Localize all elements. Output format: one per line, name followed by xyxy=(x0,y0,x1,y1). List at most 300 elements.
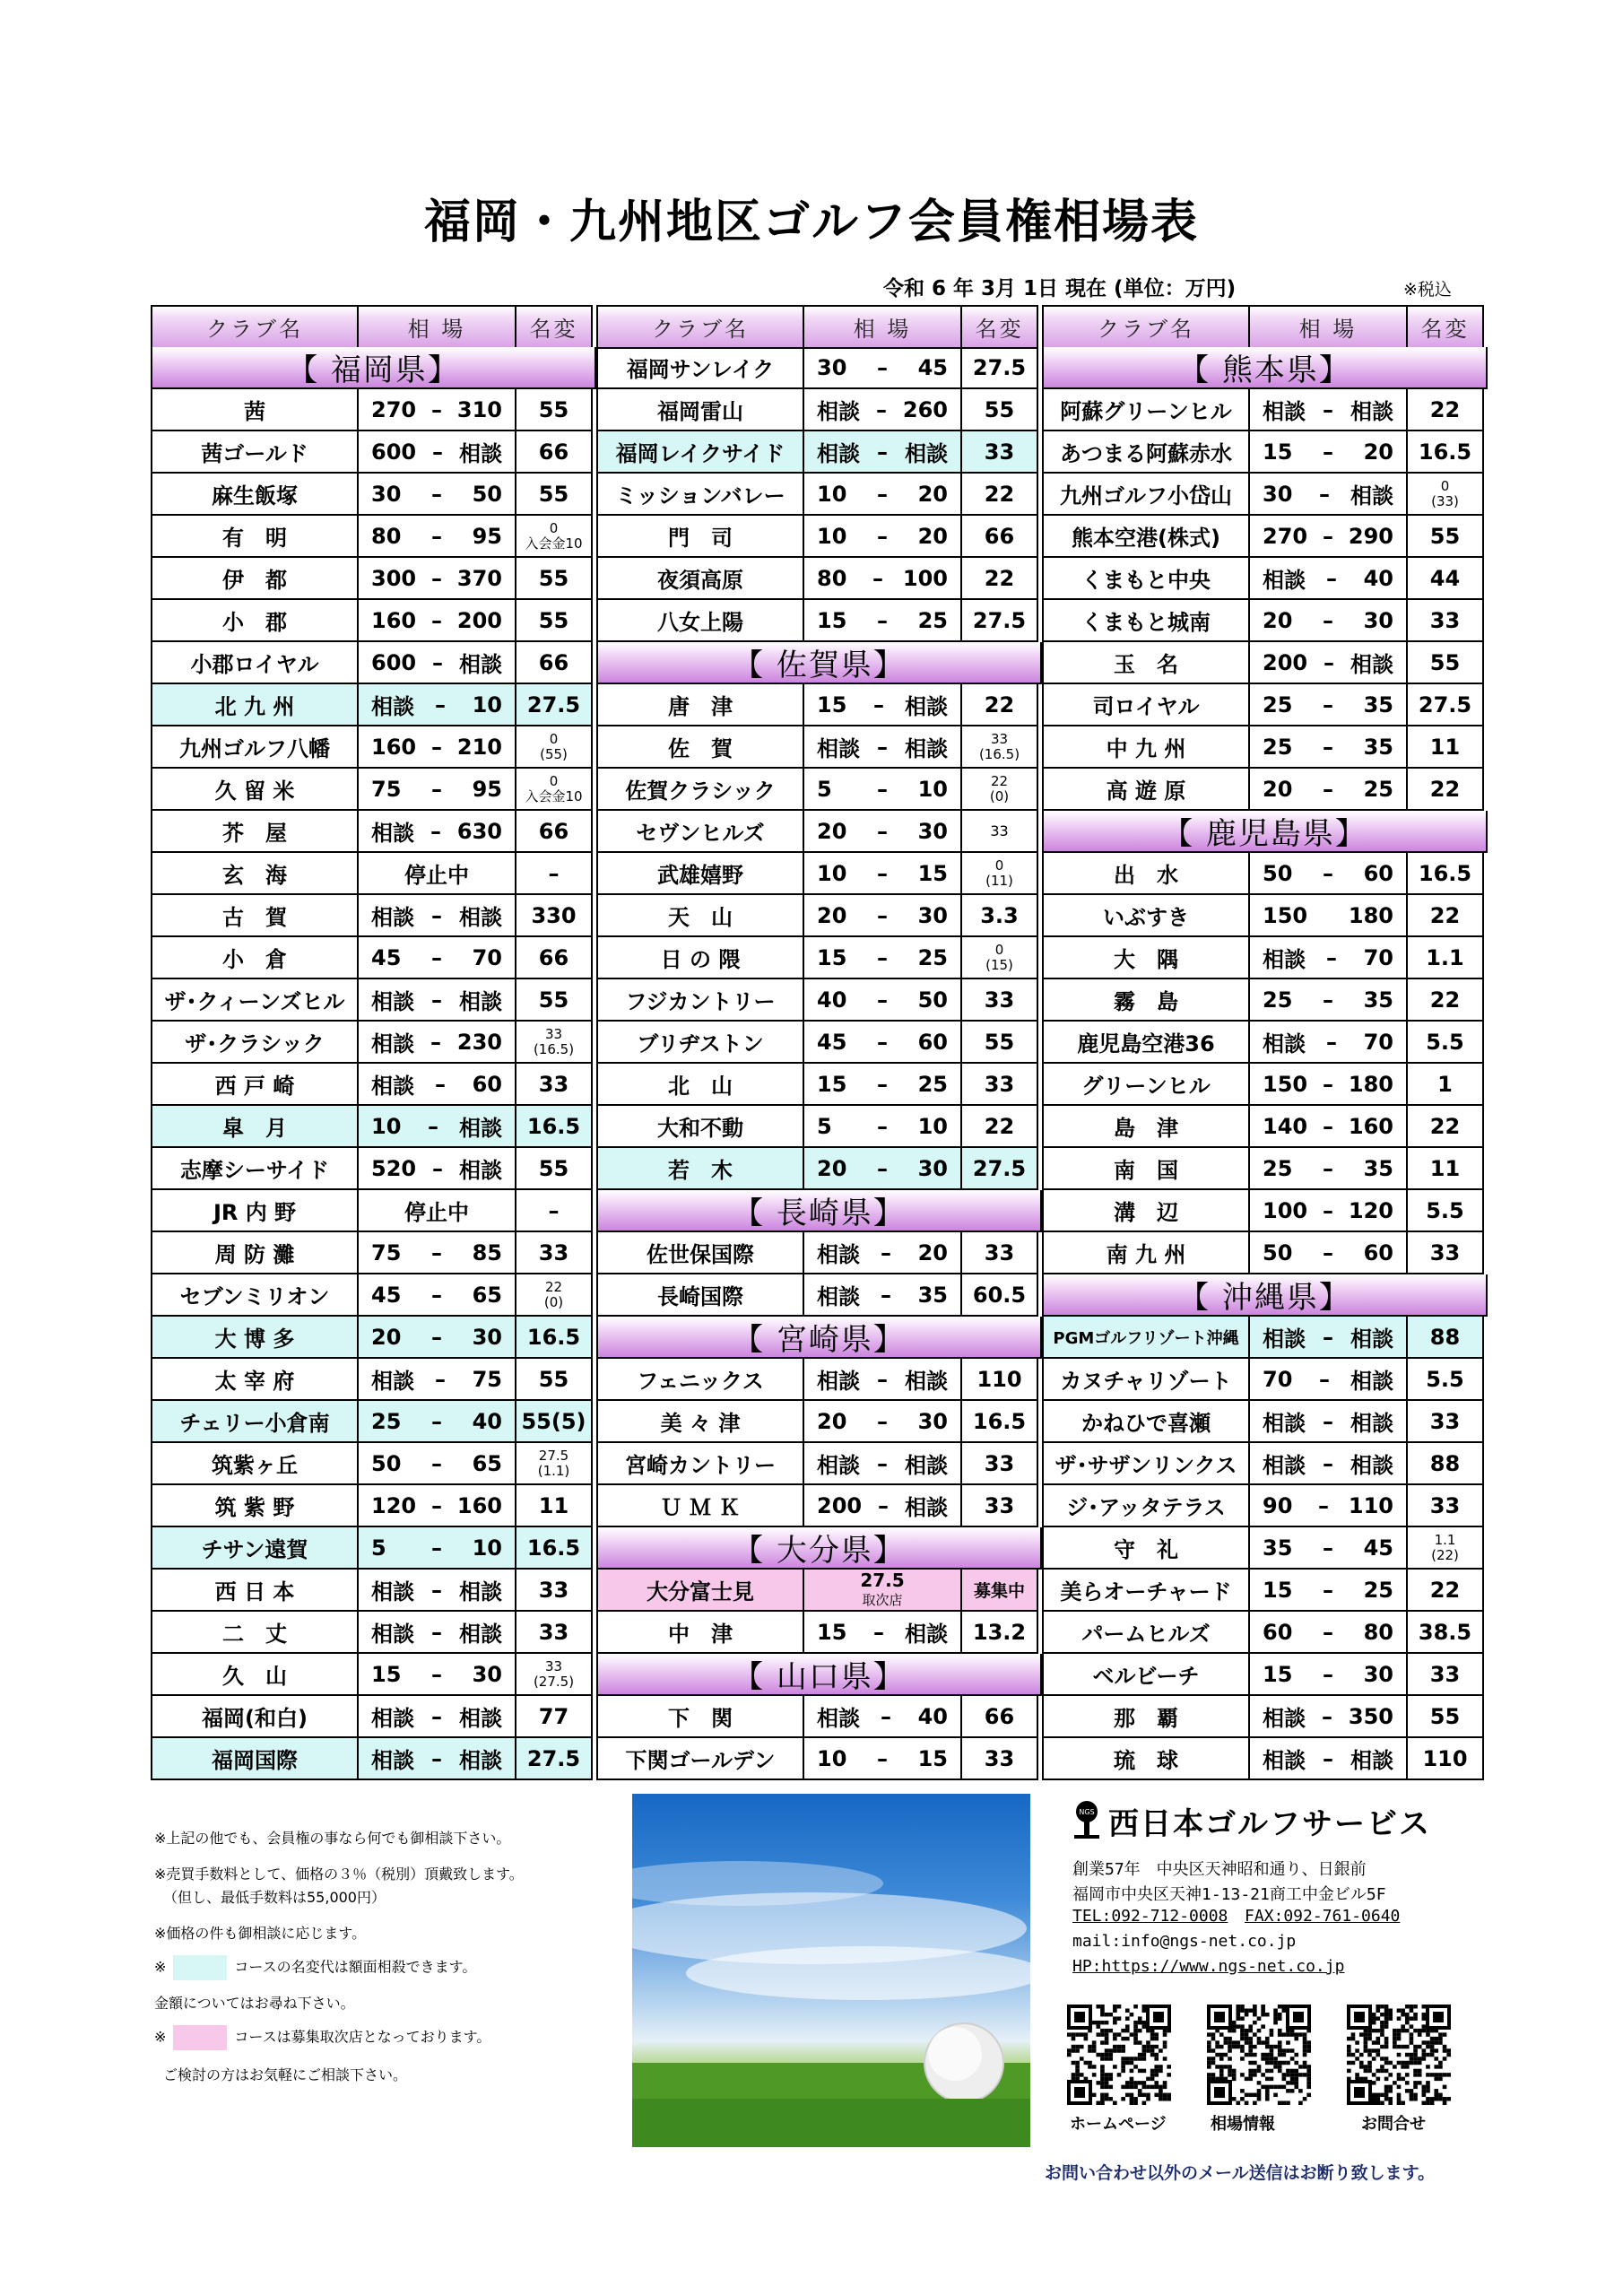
price-cell xyxy=(804,811,962,851)
fee-cell: 22 xyxy=(984,1113,1015,1139)
price-status: 停止中 xyxy=(359,853,516,893)
price-cell xyxy=(359,642,516,683)
club-name: 福岡雷山 xyxy=(598,389,804,430)
price-sep: – xyxy=(431,1577,442,1603)
fee-cell: 33 xyxy=(984,1745,1015,1771)
price-sep: – xyxy=(881,1703,891,1729)
table-row xyxy=(1042,1317,1484,1359)
table-row xyxy=(1042,1738,1484,1780)
fee-cell: 66 xyxy=(538,944,569,970)
table-row xyxy=(1042,1190,1484,1232)
price-high: 15 xyxy=(917,860,948,886)
price-high: 相談 xyxy=(905,1369,948,1394)
tel-link[interactable]: TEL:092-712-0008 xyxy=(1072,1907,1228,1926)
price-high: 95 xyxy=(472,523,502,549)
price-low: 25 xyxy=(1263,734,1293,760)
club-name: チサン遠賀 xyxy=(152,1527,359,1568)
fee-cell: 55 xyxy=(538,396,569,422)
table-row xyxy=(151,937,593,979)
price-high: 20 xyxy=(917,1239,948,1265)
price-low: 270 xyxy=(1263,523,1308,549)
price-sep: – xyxy=(1324,649,1335,675)
price-cell xyxy=(359,1654,516,1694)
price-cell xyxy=(1250,1148,1408,1188)
price-low: 相談 xyxy=(371,1074,414,1099)
price-cell xyxy=(1250,516,1408,556)
prefecture-label: 【 熊本県】 xyxy=(1044,347,1486,387)
fee-cell: 11 xyxy=(1429,734,1461,760)
fee-cell: 66 xyxy=(538,818,569,844)
price-low: 25 xyxy=(1263,1155,1293,1181)
price-high: 180 xyxy=(1348,1071,1393,1097)
price-sep: – xyxy=(877,1408,888,1434)
price-low: 25 xyxy=(1263,691,1293,718)
prefecture-label: 【 大分県】 xyxy=(598,1527,1040,1568)
header-name: クラブ名 xyxy=(598,307,804,347)
price-sep: – xyxy=(431,1450,442,1476)
price-high: 65 xyxy=(472,1282,502,1308)
fee-cell: 66 xyxy=(538,439,569,465)
price-high: 75 xyxy=(472,1366,502,1392)
price-high: 200 xyxy=(456,607,502,633)
price-high: 65 xyxy=(472,1450,502,1476)
table-row xyxy=(151,1570,593,1612)
club-name: ミッションバレー xyxy=(598,474,804,514)
table-row xyxy=(596,1106,1038,1148)
price-low: 45 xyxy=(371,944,402,970)
company-line: 福岡市中央区天神1-13-21商工中金ビル5F xyxy=(1072,1885,1386,1904)
price-sep: – xyxy=(1323,1239,1333,1265)
price-sep: – xyxy=(431,396,442,422)
price-low: 相談 xyxy=(371,1706,414,1731)
price-high: 100 xyxy=(902,565,948,591)
fee-cell: 27.5 xyxy=(972,607,1027,633)
price-sep: – xyxy=(428,1113,438,1139)
club-name: 筑紫ヶ丘 xyxy=(152,1443,359,1483)
table-row xyxy=(151,1274,593,1317)
table-row xyxy=(596,1401,1038,1443)
price-high: 15 xyxy=(917,1745,948,1771)
fee-value: 0 xyxy=(549,772,559,789)
price-high: 30 xyxy=(472,1661,502,1687)
price-low: 15 xyxy=(371,1661,402,1687)
club-name: 古 賀 xyxy=(152,895,359,935)
club-name: 八女上陽 xyxy=(598,600,804,640)
fee-note: (0) xyxy=(543,1293,564,1310)
price-status: 停止中 xyxy=(359,1190,516,1231)
club-name: 守 礼 xyxy=(1044,1527,1250,1568)
table-row xyxy=(151,726,593,769)
price-high: 相談 xyxy=(905,736,948,761)
price-sep: – xyxy=(877,902,888,928)
club-name: 大 隅 xyxy=(1044,937,1250,978)
price-low: 20 xyxy=(817,1408,847,1434)
price-sep: – xyxy=(873,691,884,718)
price-cell xyxy=(359,600,516,640)
qr-code-icon[interactable] xyxy=(1347,2005,1451,2105)
price-cell xyxy=(359,726,516,767)
fee-cell xyxy=(516,516,591,556)
price-high: 110 xyxy=(1348,1492,1393,1518)
fee-value: 22 xyxy=(544,1278,563,1295)
fee-cell: 22 xyxy=(1429,987,1461,1013)
qr-code-icon[interactable] xyxy=(1207,2005,1311,2105)
price-cell xyxy=(1250,1443,1408,1483)
price-high: 相談 xyxy=(905,1622,948,1647)
price-cell xyxy=(359,1570,516,1610)
price-low: 相談 xyxy=(371,1369,414,1394)
fee-value: 0 xyxy=(549,730,559,747)
fee-cell: 16.5 xyxy=(516,1106,591,1146)
fee-cell: 77 xyxy=(538,1703,569,1729)
price-high: 20 xyxy=(1363,439,1393,465)
fee-cell: 55 xyxy=(1429,649,1461,675)
club-name: 鹿児島空港36 xyxy=(1044,1022,1250,1062)
price-low: 10 xyxy=(817,860,847,886)
price-sep: – xyxy=(877,523,888,549)
fee-cell: 55 xyxy=(984,1029,1015,1055)
price-sep: – xyxy=(435,691,446,718)
price-sep: – xyxy=(877,1155,888,1181)
table-row xyxy=(596,1738,1038,1780)
price-low: 25 xyxy=(371,1408,402,1434)
table-header xyxy=(596,305,1038,349)
price-high: 70 xyxy=(1363,1029,1393,1055)
table-row xyxy=(1042,853,1484,895)
company-line: 創業57年 中央区天神昭和通り、日銀前 xyxy=(1072,1860,1367,1879)
price-cell xyxy=(804,726,962,767)
price-cell xyxy=(1250,1190,1408,1231)
fee-cell xyxy=(516,1022,591,1062)
price-cell xyxy=(359,1401,516,1441)
price-sep: – xyxy=(431,776,442,802)
price-low: 15 xyxy=(1263,439,1293,465)
table-row xyxy=(151,1148,593,1190)
fee-cell: 22 xyxy=(984,481,1015,507)
price-cell xyxy=(804,1232,962,1273)
table-row xyxy=(151,853,593,895)
club-name: 茜 xyxy=(152,389,359,430)
price-low: 200 xyxy=(1263,649,1308,675)
price-sep: – xyxy=(877,776,888,802)
fee-cell: 55 xyxy=(1429,523,1461,549)
price-cell xyxy=(359,431,516,472)
header-price: 相 場 xyxy=(1250,307,1408,347)
fee-cell: 66 xyxy=(538,649,569,675)
price-cell xyxy=(804,1022,962,1062)
price-cell xyxy=(1250,1106,1408,1146)
fee-cell xyxy=(516,1654,591,1694)
fee-cell: 22 xyxy=(1429,776,1461,802)
price-cell xyxy=(804,1274,962,1315)
price-high: 35 xyxy=(1363,734,1393,760)
fee-cell: 110 xyxy=(976,1366,1022,1392)
price-sep: – xyxy=(430,1029,441,1055)
fee-note: (0) xyxy=(989,787,1010,804)
price-high: 50 xyxy=(917,987,948,1013)
price-sep: – xyxy=(1323,987,1333,1013)
fee-cell: 33 xyxy=(984,1239,1015,1265)
mail-link[interactable]: mail:info@ngs-net.co.jp xyxy=(1072,1932,1297,1951)
fee-value: 0 xyxy=(994,857,1004,874)
fee-cell: 33 xyxy=(1429,1661,1461,1687)
price-high: 25 xyxy=(917,944,948,970)
qr-code-icon[interactable] xyxy=(1067,2005,1171,2105)
price-sep: – xyxy=(1323,1113,1333,1139)
price-cell xyxy=(804,1443,962,1483)
table-row xyxy=(1042,1612,1484,1654)
fee-cell: 22 xyxy=(984,691,1015,718)
table-row xyxy=(151,811,593,853)
fee-cell: 88 xyxy=(1408,1317,1482,1357)
price-cell xyxy=(804,600,962,640)
price-high: 相談 xyxy=(458,652,502,677)
table-row xyxy=(596,1443,1038,1485)
price-sep: – xyxy=(1323,1661,1333,1687)
club-name: 皐 月 xyxy=(152,1106,359,1146)
price-cell xyxy=(1250,1527,1408,1568)
club-name: 熊本空港(株式) xyxy=(1044,516,1250,556)
price-low: 60 xyxy=(1263,1619,1293,1645)
price-high: 10 xyxy=(472,1535,502,1561)
price-cell xyxy=(804,769,962,809)
date-line: 令和 6 年 3月 1日 現在 (単位：万円) xyxy=(883,277,1237,300)
fee-cell xyxy=(962,937,1037,978)
table-row xyxy=(1042,769,1484,811)
table-row xyxy=(1042,1232,1484,1274)
price-sep: – xyxy=(877,481,888,507)
price-sep: – xyxy=(431,607,442,633)
price-sep: – xyxy=(1323,1745,1333,1771)
price-sep: – xyxy=(431,1282,442,1308)
price-high: 40 xyxy=(917,1703,948,1729)
price-low: 相談 xyxy=(817,736,860,761)
price-cell xyxy=(804,347,962,387)
price-sep: – xyxy=(1321,1703,1332,1729)
price-sep: – xyxy=(430,818,441,844)
header-fee: 名変 xyxy=(962,307,1037,347)
fee-cell: 55 xyxy=(538,1366,569,1392)
price-low: 160 xyxy=(371,607,417,633)
price-cell xyxy=(1250,389,1408,430)
club-name: ブリヂストン xyxy=(598,1022,804,1062)
table-row xyxy=(596,769,1038,811)
price-low: 相談 xyxy=(371,1031,414,1057)
table-row xyxy=(1042,1443,1484,1485)
price-cell xyxy=(1250,1738,1408,1779)
fee-note: (15) xyxy=(985,956,1013,973)
table-row xyxy=(151,558,593,600)
price-low: 5 xyxy=(371,1535,386,1561)
price-sep: – xyxy=(432,1155,444,1181)
price-low: 10 xyxy=(817,481,847,507)
prefecture-label: 【 佐賀県】 xyxy=(598,642,1040,683)
fee-cell: 33 xyxy=(1429,1408,1461,1434)
price-low: 相談 xyxy=(371,989,414,1014)
price-high: 相談 xyxy=(905,441,948,466)
club-name: セヴンヒルズ xyxy=(598,811,804,851)
club-name: 北 九 州 xyxy=(152,684,359,725)
header-price: 相 場 xyxy=(804,307,962,347)
price-low: 270 xyxy=(371,396,417,422)
price-sep: – xyxy=(877,987,888,1013)
club-name: ザ･クラシック xyxy=(152,1022,359,1062)
fee-cell: 33 xyxy=(1429,1492,1461,1518)
club-name: PGMゴルフリゾート沖縄 xyxy=(1044,1317,1250,1357)
club-name: 大和不動 xyxy=(598,1106,804,1146)
hp-link[interactable]: HP:https://www.ngs-net.co.jp xyxy=(1072,1957,1345,1976)
price-high: 160 xyxy=(456,1492,502,1518)
club-name: 若 木 xyxy=(598,1148,804,1188)
fee-cell xyxy=(516,726,591,767)
club-name: 琉 球 xyxy=(1044,1738,1250,1779)
price-sep: – xyxy=(435,1366,446,1392)
price-cell xyxy=(359,1317,516,1357)
price-low: 150 xyxy=(1263,902,1308,928)
header-price: 相 場 xyxy=(359,307,516,347)
table-row xyxy=(1042,979,1484,1022)
fee-value: 33 xyxy=(544,1657,563,1674)
price-low: 80 xyxy=(817,565,847,591)
price-high: 290 xyxy=(1348,523,1393,549)
table-row xyxy=(596,1485,1038,1527)
fee-cell xyxy=(516,1274,591,1315)
price-high: 85 xyxy=(472,1239,502,1265)
price-cell xyxy=(359,811,516,851)
club-name: 福岡国際 xyxy=(152,1738,359,1779)
fee-cell: 13.2 xyxy=(972,1619,1027,1645)
note-line: 金額についてはお尋ね下さい。 xyxy=(154,1995,355,2012)
club-name: 阿蘇グリーンヒル xyxy=(1044,389,1250,430)
price-low: 90 xyxy=(1263,1492,1293,1518)
table-row xyxy=(1042,1570,1484,1612)
table-row xyxy=(1042,1654,1484,1696)
table-row xyxy=(151,1612,593,1654)
fee-cell xyxy=(962,726,1037,767)
price-cell xyxy=(1250,853,1408,893)
prefecture-label: 【 鹿児島県】 xyxy=(1044,811,1486,851)
prefecture-header xyxy=(151,347,596,389)
club-name: あつまる阿蘇赤水 xyxy=(1044,431,1250,472)
fee-cell: 22 xyxy=(1429,1113,1461,1139)
price-cell xyxy=(359,1148,516,1188)
pink-swatch xyxy=(173,2025,227,2050)
price-value: 27.5 xyxy=(860,1570,905,1591)
price-cell xyxy=(1250,1654,1408,1694)
club-name: 南 九 州 xyxy=(1044,1232,1250,1273)
price-low: 150 xyxy=(1263,1071,1308,1097)
club-name: 司ロイヤル xyxy=(1044,684,1250,725)
price-low: 100 xyxy=(1263,1197,1308,1223)
price-sep: – xyxy=(431,523,442,549)
table-row xyxy=(151,684,593,726)
price-low: 相談 xyxy=(371,1622,414,1647)
prefecture-header xyxy=(1042,347,1488,389)
price-cell xyxy=(804,684,962,725)
club-name: セブンミリオン xyxy=(152,1274,359,1315)
fax-text: FAX:092-761-0640 xyxy=(1245,1907,1401,1926)
club-name: 小郡ロイヤル xyxy=(152,642,359,683)
club-name: 溝 辺 xyxy=(1044,1190,1250,1231)
fee-note: (11) xyxy=(985,872,1013,889)
price-high: 35 xyxy=(1363,987,1393,1013)
fee-note: (55) xyxy=(540,745,568,762)
fee-cell: 110 xyxy=(1422,1745,1468,1771)
price-sep: – xyxy=(1323,1535,1333,1561)
price-sep: – xyxy=(431,1703,442,1729)
price-high: 相談 xyxy=(458,441,502,466)
price-cell xyxy=(359,1232,516,1273)
price-sep: – xyxy=(1323,1071,1333,1097)
fee-value: 22 xyxy=(990,772,1009,789)
price-low: 20 xyxy=(1263,607,1293,633)
price-high: 30 xyxy=(1363,1661,1393,1687)
price-high: 45 xyxy=(917,354,948,380)
price-cell xyxy=(804,937,962,978)
price-sep: – xyxy=(431,1239,442,1265)
price-cell xyxy=(359,1106,516,1146)
price-low: 10 xyxy=(817,1745,847,1771)
club-name: グリーンヒル xyxy=(1044,1064,1250,1104)
club-name: 日 の 隈 xyxy=(598,937,804,978)
price-high: 630 xyxy=(456,818,502,844)
price-high: 70 xyxy=(1363,944,1393,970)
price-sep: – xyxy=(432,649,444,675)
price-sep: – xyxy=(877,439,888,465)
price-sep: – xyxy=(1323,439,1333,465)
price-cell xyxy=(1250,1570,1408,1610)
price-high: 相談 xyxy=(459,1706,502,1731)
table-row xyxy=(151,1190,593,1232)
price-low: 20 xyxy=(817,818,847,844)
qr-label: ホームページ xyxy=(1070,2115,1167,2134)
table-row xyxy=(1042,516,1484,558)
fee-cell: 27.5 xyxy=(962,1148,1037,1188)
price-cell xyxy=(804,1696,962,1736)
table-row xyxy=(151,431,593,474)
price-cell xyxy=(359,979,516,1020)
price-low: 75 xyxy=(371,1239,402,1265)
club-name: 福岡レイクサイド xyxy=(598,431,804,472)
price-low: 相談 xyxy=(371,694,414,719)
price-high: 35 xyxy=(917,1282,948,1308)
club-name: チェリー小倉南 xyxy=(152,1401,359,1441)
price-low: 75 xyxy=(371,776,402,802)
price-cell xyxy=(1250,1696,1408,1736)
price-low: 10 xyxy=(371,1113,402,1139)
price-high: 相談 xyxy=(1350,483,1393,509)
table-row xyxy=(151,600,593,642)
price-low: 15 xyxy=(1263,1661,1293,1687)
club-name: カヌチャリゾート xyxy=(1044,1359,1250,1399)
price-cell xyxy=(804,1148,962,1188)
price-high: 210 xyxy=(456,734,502,760)
table-row xyxy=(151,474,593,516)
price-high: 370 xyxy=(456,565,502,591)
club-name: 茜ゴールド xyxy=(152,431,359,472)
club-name: 霧 島 xyxy=(1044,979,1250,1020)
fee-cell: 55(5) xyxy=(516,1401,591,1441)
table-row xyxy=(1042,1106,1484,1148)
price-sep: – xyxy=(431,734,442,760)
prefecture-label: 【 沖縄県】 xyxy=(1044,1274,1486,1315)
club-name: 南 国 xyxy=(1044,1148,1250,1188)
price-cell xyxy=(1250,1485,1408,1526)
price-cell xyxy=(804,1401,962,1441)
price-low: 30 xyxy=(371,481,402,507)
fee-cell: 44 xyxy=(1429,565,1461,591)
fee-cell: 38.5 xyxy=(1418,1619,1472,1645)
